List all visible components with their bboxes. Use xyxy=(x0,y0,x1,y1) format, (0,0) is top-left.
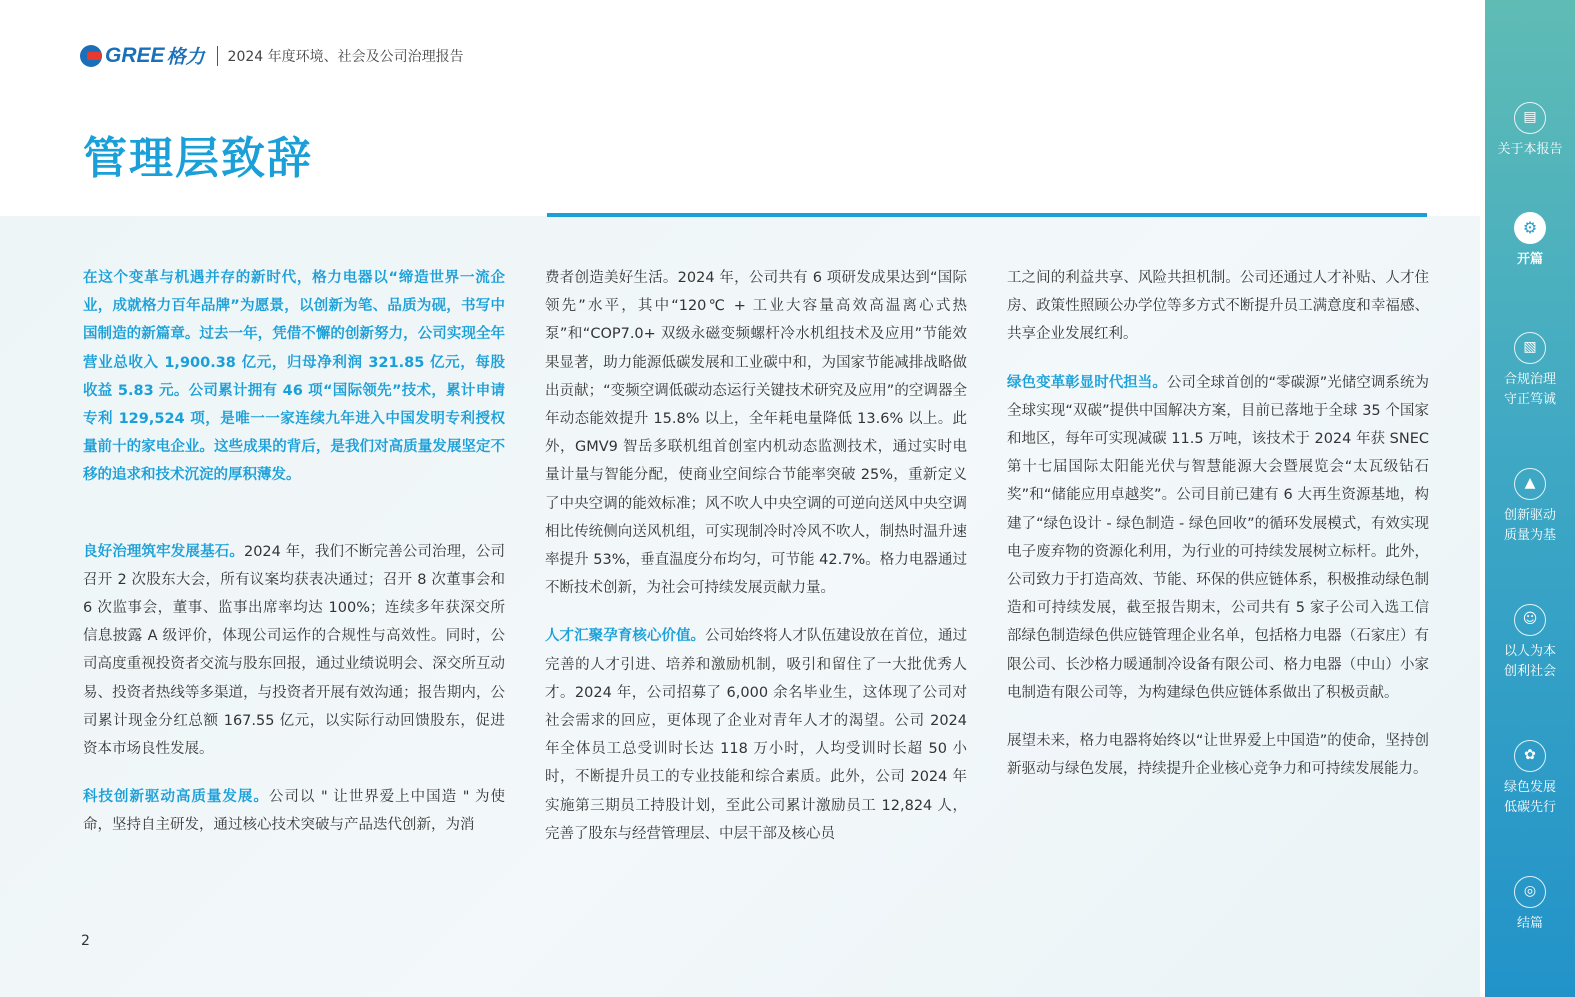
nav-label-line1: 合规治理 xyxy=(1503,372,1556,387)
green-heading: 绿色变革彰显时代担当。 xyxy=(1007,374,1167,391)
nav-label: 开篇 xyxy=(1516,252,1543,267)
nav-label: 结篇 xyxy=(1516,916,1543,931)
nav-label-line2: 低碳先行 xyxy=(1503,800,1556,815)
gree-logo-cn: 格力 xyxy=(166,46,205,68)
section-sidebar xyxy=(1485,0,1575,997)
column-3 xyxy=(1007,264,1429,803)
people-icon: ☺ xyxy=(1514,604,1546,636)
leaf-icon: ✿ xyxy=(1514,740,1546,772)
report-icon: ▤ xyxy=(1514,102,1546,134)
nav-label-line2: 创利社会 xyxy=(1503,664,1556,679)
page-number: 2 xyxy=(81,933,90,949)
nav-label-line2: 守正笃诚 xyxy=(1503,392,1556,407)
green-body: 公司全球首创的“零碳源”光储空调系统为全球实现“双碳”提供中国解决方案，目前已落地于全球 35 个国家和地区，每年可实现减碳 11.5 万吨，该技术于 2024 年获 SNEC 第十七届国际太阳能光伏与智慧能源大会暨展览会“太瓦级钻石奖”和“储能应用卓越奖”。公司目前已建有 6 大再生资源基地，构建了“绿色设计 - 绿色制造 - 绿色回收”的循环发展模式，有效实现电子废弃物的资源化利用，为行业的可持续发展树立标杆。此外，公司致力于打造高效、节能、环保的供应链体系，积极推动绿色制造和可持续发展，截至报告期末，公司共有 5 家子公司入选工信部绿色制造绿色供应链管理企业名单，包括格力电器（石家庄）有限公司、长沙格力暖通制冷设备有限公司、格力电器（中山）小家电制造有限公司等，为构建绿色供应链体系做出了积极贡献。 xyxy=(1007,374,1429,701)
column-1 xyxy=(83,264,505,860)
report-title: 2024 年度环境、社会及公司治理报告 xyxy=(227,48,464,65)
green-paragraph xyxy=(1007,369,1429,707)
gree-logo xyxy=(80,42,464,69)
gree-logo-mark xyxy=(80,45,102,67)
nav-label-line1: 绿色发展 xyxy=(1503,780,1556,795)
header-divider xyxy=(217,46,218,66)
page-title: 管理层致辞 xyxy=(83,133,313,184)
intro-paragraph: 在这个变革与机遇并存的新时代，格力电器以“缔造世界一流企业，成就格力百年品牌”为愿景，以创新为笔、品质为砚，书写中国制造的新篇章。过去一年，凭借不懈的创新努力，公司实现全年营业总收入 1,900.38 亿元，归母净利润 321.85 亿元，每股收益 5.83 元。公司累计拥有 46 项“国际领先”技术，累计申请专利 129,524 项，是唯一一家连续九年进入中国发明专利授权量前十的家电企业。这些成果的背后，是我们对高质量发展坚定不移的追求和技术沉淀的厚积薄发。 xyxy=(83,270,505,484)
talent-heading: 人才汇聚孕育核心价值。 xyxy=(545,628,706,645)
globe-icon: ◎ xyxy=(1514,876,1546,908)
nav-item-opening[interactable] xyxy=(1485,212,1575,270)
title-rule xyxy=(547,213,1427,217)
talent-paragraph xyxy=(545,622,967,848)
nav-label-line2: 质量为基 xyxy=(1503,528,1556,543)
innovation-heading: 科技创新驱动高质量发展。 xyxy=(83,789,269,806)
governance-body: 2024 年，我们不断完善公司治理，公司召开 2 次股东大会，所有议案均获表决通过；召开 8 次董事会和 6 次监事会，董事、监事出席率均达 100%；连续多年获深交所信息披露 A 级评价，体现公司运作的合规性与高效性。同时，公司高度重视投资者交流与股东回报，通过业绩说明会、深交所互动易、投资者热线等多渠道，与投资者开展有效沟通；报告期内，公司累计现金分红总额 167.55 亿元，以实际行动回馈股东，促进资本市场良性发展。 xyxy=(83,543,506,758)
talent-paragraph-cont: 工之间的利益共享、风险共担机制。公司还通过人才补贴、人才住房、政策性照顾公办学位等多方式不断提升员工满意度和幸福感、共享企业发展红利。 xyxy=(1007,270,1429,343)
innovation-paragraph xyxy=(83,783,505,839)
talent-body: 公司始终将人才队伍建设放在首位，通过完善的人才引进、培养和激励机制，吸引和留住了一大批优秀人才。2024 年，公司招募了 6,000 余名毕业生，这体现了公司对社会需求的回应，更体现了企业对青年人才的渴望。公司 2024 年全体员工总受训时长达 118 万小时，人均受训时长超 50 小时，不断提升员工的专业技能和综合素质。此外，公司 2024 年实施第三期员工持股计划，至此公司累计激励员工 12,824 人，完善了股东与经营管理层、中层干部及核心员 xyxy=(545,628,968,842)
nav-item-compliance[interactable] xyxy=(1485,332,1575,410)
nav-item-closing[interactable] xyxy=(1485,876,1575,934)
column-2 xyxy=(545,264,967,868)
nav-label-line1: 创新驱动 xyxy=(1503,508,1556,523)
nav-label-line1: 以人为本 xyxy=(1503,644,1556,659)
gree-logo-text: GREE xyxy=(105,43,165,67)
gear-icon: ⚙ xyxy=(1514,212,1546,244)
governance-heading: 良好治理筑牢发展基石。 xyxy=(83,543,244,560)
id-card-icon: ▧ xyxy=(1514,332,1546,364)
nav-item-about-report[interactable] xyxy=(1485,102,1575,160)
nav-item-green[interactable] xyxy=(1485,740,1575,818)
outlook-paragraph: 展望未来，格力电器将始终以“让世界爱上中国造”的使命，坚持创新驱动与绿色发展，持续提升企业核心竞争力和可持续发展能力。 xyxy=(1007,733,1429,778)
innovation-paragraph-cont: 费者创造美好生活。2024 年，公司共有 6 项研发成果达到“国际领先”水平，其中“120℃ + 工业大容量高效高温离心式热泵”和“COP7.0+ 双级永磁变频螺杆冷水机组技术及应用”节能效果显著，助力能源低碳发展和工业碳中和，为国家节能减排战略做出贡献；“变频空调低碳动态运行关键技术研究及应用”的空调器全年动态能效提升 15.8% 以上，全年耗电量降低 13.6% 以上。此外，GMV9 智岳多联机组首创室内机动态监测技术，通过实时电量计量与智能分配，使商业空间综合节能率突破 25%，重新定义了中央空调的能效标准；风不吹人中央空调的可逆向送风中央空调相比传统侧向送风机组，可实现制冷时冷风不吹人，制热时温升速率提升 53%，垂直温度分布均匀，可节能 42.7%。格力电器通过不断技术创新，为社会可持续发展贡献力量。 xyxy=(545,270,967,597)
nav-item-innovation[interactable] xyxy=(1485,468,1575,546)
nav-item-people[interactable] xyxy=(1485,604,1575,682)
rocket-icon: ▲ xyxy=(1514,468,1546,500)
innovation-body: 公司以 " 让世界爱上中国造 " 为使命，坚持自主研发，通过核心技术突破与产品迭代创新，为消 xyxy=(83,789,506,834)
governance-paragraph xyxy=(83,538,505,764)
nav-label: 关于本报告 xyxy=(1497,142,1563,157)
page-header xyxy=(0,0,1480,215)
